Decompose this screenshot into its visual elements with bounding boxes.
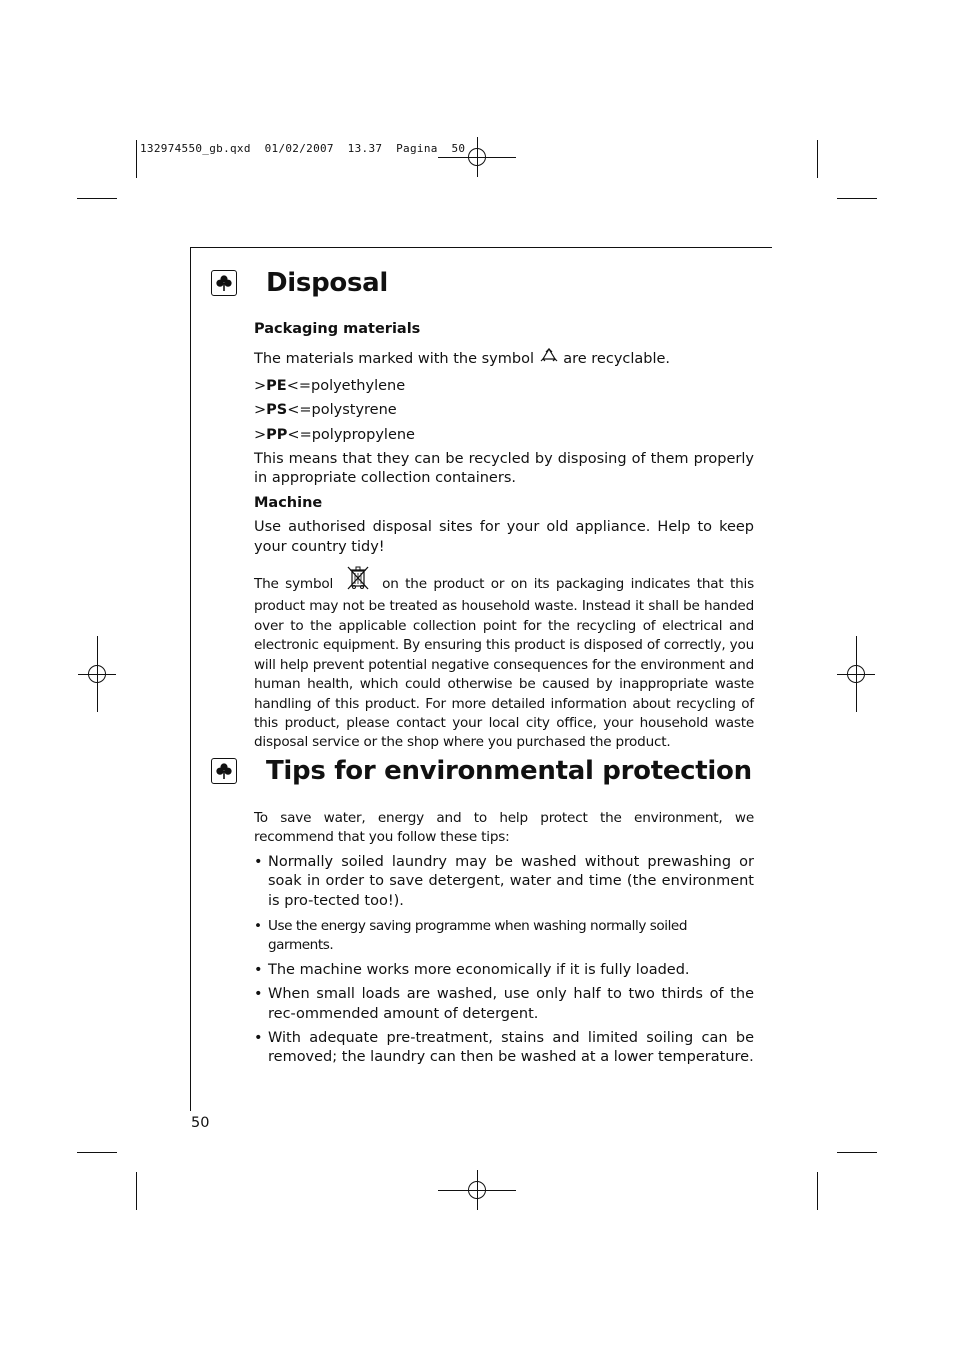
list-item xyxy=(254,1029,754,1068)
disposal-content xyxy=(254,320,754,753)
bullet-dot: • xyxy=(254,853,263,870)
bullet-dot: • xyxy=(254,986,263,1003)
material-prefix: > xyxy=(254,402,267,419)
machine-heading: Machine xyxy=(254,494,323,511)
recycle-icon xyxy=(539,347,559,371)
tip-text: The machine works more economically if it is fully loaded. xyxy=(268,961,690,978)
packaging-heading: Packaging materials xyxy=(254,321,421,337)
material-item xyxy=(254,377,754,396)
material-prefix: > xyxy=(254,377,267,394)
crop-mark xyxy=(136,140,137,178)
crop-mark xyxy=(817,1172,818,1210)
weee-text-block xyxy=(254,565,754,753)
material-item xyxy=(254,426,754,445)
material-code: PP xyxy=(266,426,288,443)
crop-mark xyxy=(837,198,877,199)
frame-left-rule xyxy=(190,247,191,1111)
material-code: PE xyxy=(266,377,287,394)
bullet-dot: • xyxy=(254,961,263,978)
material-prefix: > xyxy=(254,426,267,443)
page-number: 50 xyxy=(191,1115,210,1131)
material-item xyxy=(254,401,754,420)
crop-mark xyxy=(77,198,117,199)
tip-text: When small loads are washed, use only half to two thirds of the rec-ommended amount of detergent. xyxy=(268,986,754,1022)
tip-text: Use the energy saving programme when washing normally soiled garments. xyxy=(268,918,688,954)
print-slug: 132974550_gb.qxd 01/02/2007 13.37 Pagina 50 xyxy=(140,142,466,155)
list-item xyxy=(254,961,754,980)
material-name: <=polyethylene xyxy=(286,377,406,394)
recyclable-prefix: The materials marked with the symbol xyxy=(254,351,534,368)
crop-mark xyxy=(817,140,818,178)
recyclable-suffix: are recyclable. xyxy=(563,351,671,368)
crop-mark xyxy=(837,1152,877,1153)
tips-intro: To save water, energy and to help protect the environment, we recommend that you follow these tips: xyxy=(254,810,754,846)
tip-text: With adequate pre-treatment, stains and limited soiling can be removed; the laundry can then be washed at a lower temperature. xyxy=(268,1030,754,1066)
material-name: <=polypropylene xyxy=(287,426,415,443)
crop-mark xyxy=(77,1152,117,1153)
list-item xyxy=(254,917,754,956)
crossed-bin-icon xyxy=(346,565,370,597)
frame-top-rule xyxy=(190,247,772,248)
tips-title: Tips for environmental protection xyxy=(266,756,752,786)
bullet-dot: • xyxy=(254,918,262,935)
recycle-text: This means that they can be recycled by disposing of them properly in appropriate collection containers. xyxy=(254,451,754,487)
list-item xyxy=(254,985,754,1024)
disposal-title: Disposal xyxy=(266,268,388,298)
machine-text: Use authorised disposal sites for your old appliance. Help to keep your country tidy! xyxy=(254,519,754,555)
tip-text: Normally soiled laundry may be washed without prewashing or soak in order to save detergent, water and time (the environment is pro-tected too!). xyxy=(268,853,754,909)
recyclable-line xyxy=(254,347,754,371)
crop-mark xyxy=(136,1172,137,1210)
tips-content xyxy=(254,809,754,1068)
list-item xyxy=(254,853,754,911)
weee-text: on the product or on its packaging indicates that this product may not be treated as household waste. Instead it shall be handed over to the applicable collection point for the recycling of electrical and electronic equipment. By ensuring this product is disposed of correctly, you will help prevent potential negative consequences for the environment and human health, which could otherwise be caused by inappropriate waste handling of this product. For more detailed information about recycling of this product, please contact your local city office, your household waste disposal service or the shop where you purchased the product. xyxy=(254,576,755,751)
clover-icon xyxy=(211,270,237,296)
tips-list xyxy=(254,853,754,1068)
bullet-dot: • xyxy=(254,1030,263,1047)
material-code: PS xyxy=(266,402,288,419)
clover-icon xyxy=(211,758,237,784)
materials-list xyxy=(254,377,754,445)
material-name: <=polystyrene xyxy=(287,402,397,419)
weee-prefix: The symbol xyxy=(254,576,334,593)
